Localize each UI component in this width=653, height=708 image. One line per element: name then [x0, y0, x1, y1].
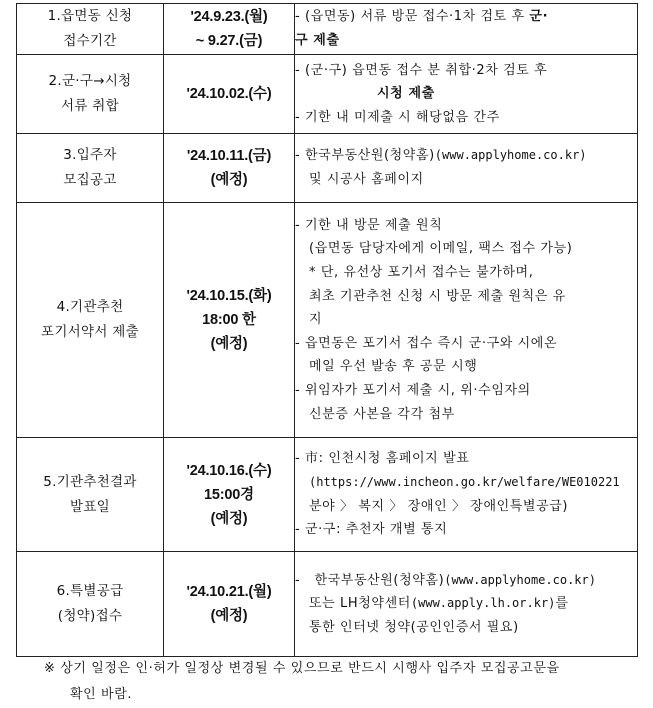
date-cell [164, 55, 295, 134]
date-text: '24.10.21.(월) [186, 584, 272, 600]
url-text: (www.applyhome.co.kr) [444, 572, 596, 587]
detail-line: * 단, 유선상 포기서 접수는 불가하며, [309, 265, 534, 281]
detail-text: 또는 LH청약센터 [309, 596, 411, 612]
detail-line: 신분증 사본을 각각 첨부 [309, 406, 455, 422]
stage-label: 발표일 [69, 498, 111, 515]
detail-cell [295, 552, 638, 657]
date-text: '24.10.16.(수) [186, 462, 272, 479]
stage-cell [17, 4, 164, 55]
table-row [17, 55, 638, 134]
table-row [17, 4, 638, 55]
detail-line: - 기한 내 방문 제출 원칙 [295, 217, 443, 233]
stage-label: 서류 취합 [61, 98, 119, 114]
date-text: (예정) [210, 172, 248, 188]
detail-bold-line: 구 제출 [295, 33, 340, 48]
detail-line [295, 592, 637, 616]
detail-cell [295, 4, 638, 55]
footnote-line: ※ 상기 일정은 인·허가 일정상 변경될 수 있으므로 반드시 시행사 입주자 모집공고문을 [44, 661, 560, 676]
detail-line: 분야 〉 복지 〉 장애인 〉 장애인특별공급) [309, 498, 569, 514]
detail-line [295, 569, 637, 593]
detail-bold-line: 시청 제출 [377, 86, 435, 102]
date-text: (예정) [210, 608, 248, 624]
detail-line: 통한 인터넷 청약(공인인증서 필요) [309, 619, 519, 635]
stage-cell [17, 55, 164, 134]
detail-line [295, 5, 637, 29]
stage-cell [17, 203, 164, 438]
date-text: (예정) [210, 336, 248, 352]
detail-line: 최초 기관추천 신청 시 방문 제출 원칙은 유 [309, 288, 566, 304]
footnote-line: 확인 바람. [70, 687, 133, 702]
date-text: 15:00경 [204, 486, 254, 503]
detail-line [295, 144, 637, 168]
stage-label: 모집공고 [63, 172, 117, 188]
date-cell [164, 4, 295, 55]
table-row [17, 203, 638, 438]
detail-cell [295, 134, 638, 203]
stage-label: 1.읍면동 신청 [47, 8, 133, 24]
detail-line: - 읍면동은 포기서 접수 즉시 군·구와 시에온 [295, 335, 558, 351]
stage-label: 접수기간 [63, 33, 117, 49]
detail-cell [295, 438, 638, 552]
detail-text: 를 [555, 596, 569, 612]
detail-cell [295, 203, 638, 438]
date-text: '24.10.15.(화) [186, 288, 272, 304]
detail-bold-text: 군· [529, 9, 549, 25]
stage-label: 2.군·구→시청 [48, 73, 132, 89]
stage-label: (청약)접수 [57, 608, 123, 624]
date-cell [164, 203, 295, 438]
detail-line: 및 시공사 홈페이지 [309, 172, 424, 187]
table-row [17, 134, 638, 203]
detail-line: - 市: 인천시청 홈페이지 발표 [295, 451, 470, 467]
date-cell [164, 134, 295, 203]
stage-label: 5.기관추천결과 [43, 473, 137, 490]
schedule-table [16, 3, 638, 657]
date-cell [164, 438, 295, 552]
detail-line: - (군·구) 읍면동 접수 분 취합·2차 검토 후 [295, 62, 548, 78]
detail-text: - (읍면동) 서류 방문 접수·1차 검토 후 [295, 9, 530, 25]
detail-line: - 기한 내 미제출 시 해당없음 간주 [295, 109, 500, 125]
detail-line: (읍면동 담당자에게 이메일, 팩스 접수 가능) [309, 241, 573, 257]
footnote [44, 656, 639, 708]
date-text: (예정) [210, 510, 248, 527]
date-text: ~ 9.27.(금) [195, 33, 263, 49]
url-line: (https://www.incheon.go.kr/welfare/WE010221 [309, 474, 620, 489]
date-text: '24.10.02.(수) [186, 86, 272, 102]
detail-line: - 위임자가 포기서 제출 시, 위·수임자의 [295, 382, 531, 398]
stage-cell [17, 552, 164, 657]
stage-cell [17, 134, 164, 203]
detail-line: 지 [309, 312, 323, 328]
date-text: 18:00 한 [202, 312, 256, 328]
detail-text: - 한국부동산원(청약홈) [295, 572, 445, 588]
stage-label: 4.기관추천 [56, 299, 124, 315]
table-row [17, 552, 638, 657]
url-text: (www.applyhome.co.kr) [434, 148, 587, 163]
date-text: '24.9.23.(월) [190, 9, 268, 25]
date-text: '24.10.11.(금) [186, 148, 272, 164]
stage-label: 6.특별공급 [56, 583, 124, 599]
url-text: (www.apply.lh.or.kr) [410, 596, 556, 611]
stage-cell [17, 438, 164, 552]
date-cell [164, 552, 295, 657]
table-row [17, 438, 638, 552]
stage-label: 3.입주자 [63, 147, 117, 163]
stage-label: 포기서약서 제출 [41, 324, 139, 340]
detail-line: - 군·구: 추천자 개별 통지 [295, 522, 448, 538]
detail-line: 메일 우선 발송 후 공문 시행 [309, 359, 478, 375]
detail-text: - 한국부동산원(청약홈) [295, 148, 435, 164]
detail-cell [295, 55, 638, 134]
